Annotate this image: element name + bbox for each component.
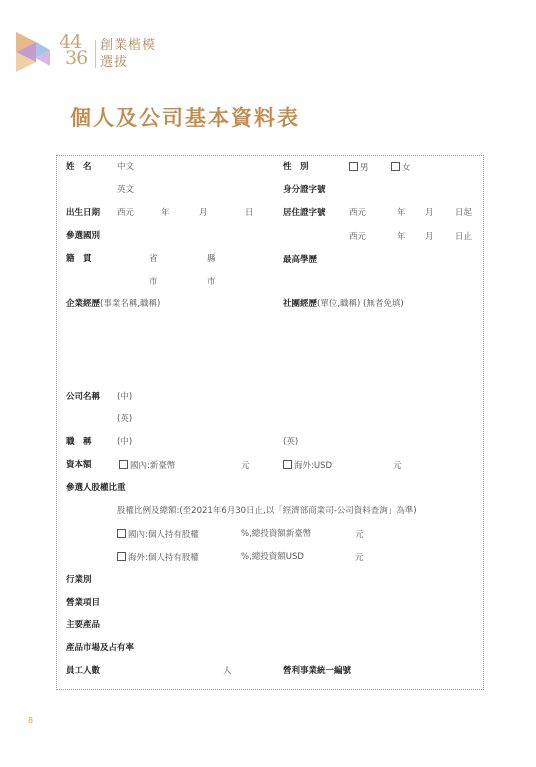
female-checkbox[interactable] [391,162,400,171]
capital-foreign-checkbox[interactable] [283,460,292,469]
residence-to-day: 日止 [455,232,473,242]
tax-id-label: 營利事業統一編號 [283,666,352,676]
social-experience-label: 社團經歷 [283,299,318,309]
business-items-label: 營業項目 [66,598,101,608]
capital-foreign-text: 海外:USD [294,461,333,471]
residence-from-day: 日起 [455,208,473,218]
share-domestic-option[interactable] [117,529,199,541]
share-foreign-total: %,總投資額USD [241,552,304,562]
education-label: 最高學歷 [283,255,318,265]
residence-to-era: 西元 [349,232,367,242]
gender-male-text: 男 [360,163,369,173]
name-cn-label[interactable]: 中文 [117,162,135,172]
share-domestic-text: 國內:個人持有股權 [128,530,199,540]
business-experience-label: 企業經歷 [66,299,101,309]
logo-number [59,31,88,69]
native-city2: 市 [207,277,216,287]
capital-domestic-unit: 元 [241,461,250,471]
capital-label: 資本額 [66,460,92,470]
company-name-cn[interactable]: (中) [117,392,133,402]
native-county: 縣 [207,254,216,264]
residence-to-year: 年 [397,232,406,242]
residence-to-month: 月 [425,232,434,242]
industry-label: 行業別 [66,575,92,585]
gender-male-option[interactable] [349,162,369,174]
logo-number-top: 44 [59,31,82,53]
capital-foreign-unit: 元 [393,461,402,471]
birth-month: 月 [199,208,208,218]
logo [14,28,164,78]
logo-text [100,37,156,71]
birth-day: 日 [245,208,254,218]
native-province: 省 [149,254,158,264]
native-place-label: 籍 貫 [66,254,92,264]
gender-female-option[interactable] [391,162,411,174]
logo-text-line2: 選拔 [100,55,129,70]
share-foreign-unit: 元 [355,553,364,563]
basic-info-form [56,155,484,690]
staff-count-unit: 人 [223,666,232,676]
nationality-label: 參選國別 [66,231,101,241]
company-name-label: 公司名稱 [66,392,101,402]
logo-text-line1: 創業楷模 [100,38,157,53]
share-ratio-note: 股權比例及總額:(至2021年6月30日止,以「經濟部商業司-公司資料查詢」為準) [117,506,417,516]
residence-from-year: 年 [397,208,406,218]
male-checkbox[interactable] [349,162,358,171]
share-domestic-checkbox[interactable] [117,529,126,538]
main-products-label: 主要產品 [66,620,101,630]
business-experience-heading [66,299,160,310]
birth-year: 年 [161,208,170,218]
share-foreign-text: 海外:個人持有股權 [128,553,199,563]
birth-date-label: 出生日期 [66,208,101,218]
id-number-label: 身分證字號 [283,185,326,195]
social-experience-heading [283,299,404,310]
share-domestic-unit: 元 [355,530,364,540]
residence-from-month: 月 [425,208,434,218]
page-title: 個人及公司基本資料表 [70,106,300,130]
logo-number-bottom: 36 [65,47,88,69]
company-name-en[interactable]: (英) [117,414,133,424]
gender-female-text: 女 [402,163,411,173]
logo-divider [95,40,96,68]
position-label: 職 稱 [66,437,92,447]
gender-label: 性 別 [283,162,309,172]
capital-foreign-option[interactable] [283,460,332,472]
logo-triangles-icon [14,28,62,76]
share-foreign-checkbox[interactable] [117,552,126,561]
capital-domestic-text: 國內:新臺幣 [130,461,176,471]
share-domestic-total: %,總投資額新臺幣 [241,529,312,539]
share-ratio-label: 參選人股權比重 [66,483,126,493]
native-city: 市 [149,277,158,287]
position-cn[interactable]: (中) [117,437,133,447]
birth-era: 西元 [117,208,135,218]
share-foreign-option[interactable] [117,552,199,564]
residence-label: 居住證字號 [283,208,326,218]
residence-from-era: 西元 [349,208,367,218]
position-en[interactable]: (英) [283,437,299,447]
capital-domestic-option[interactable] [119,460,175,472]
staff-count-label: 員工人數 [66,666,101,676]
social-experience-hint: (單位,職稱) (無者免填) [317,299,404,309]
capital-domestic-checkbox[interactable] [119,460,128,469]
business-experience-hint: (事業名稱,職稱) [100,299,161,309]
market-share-label: 產品市場及占有率 [66,643,135,653]
name-label: 姓 名 [66,162,92,172]
page-number: 8 [28,716,34,725]
name-en-label[interactable]: 英文 [117,185,135,195]
